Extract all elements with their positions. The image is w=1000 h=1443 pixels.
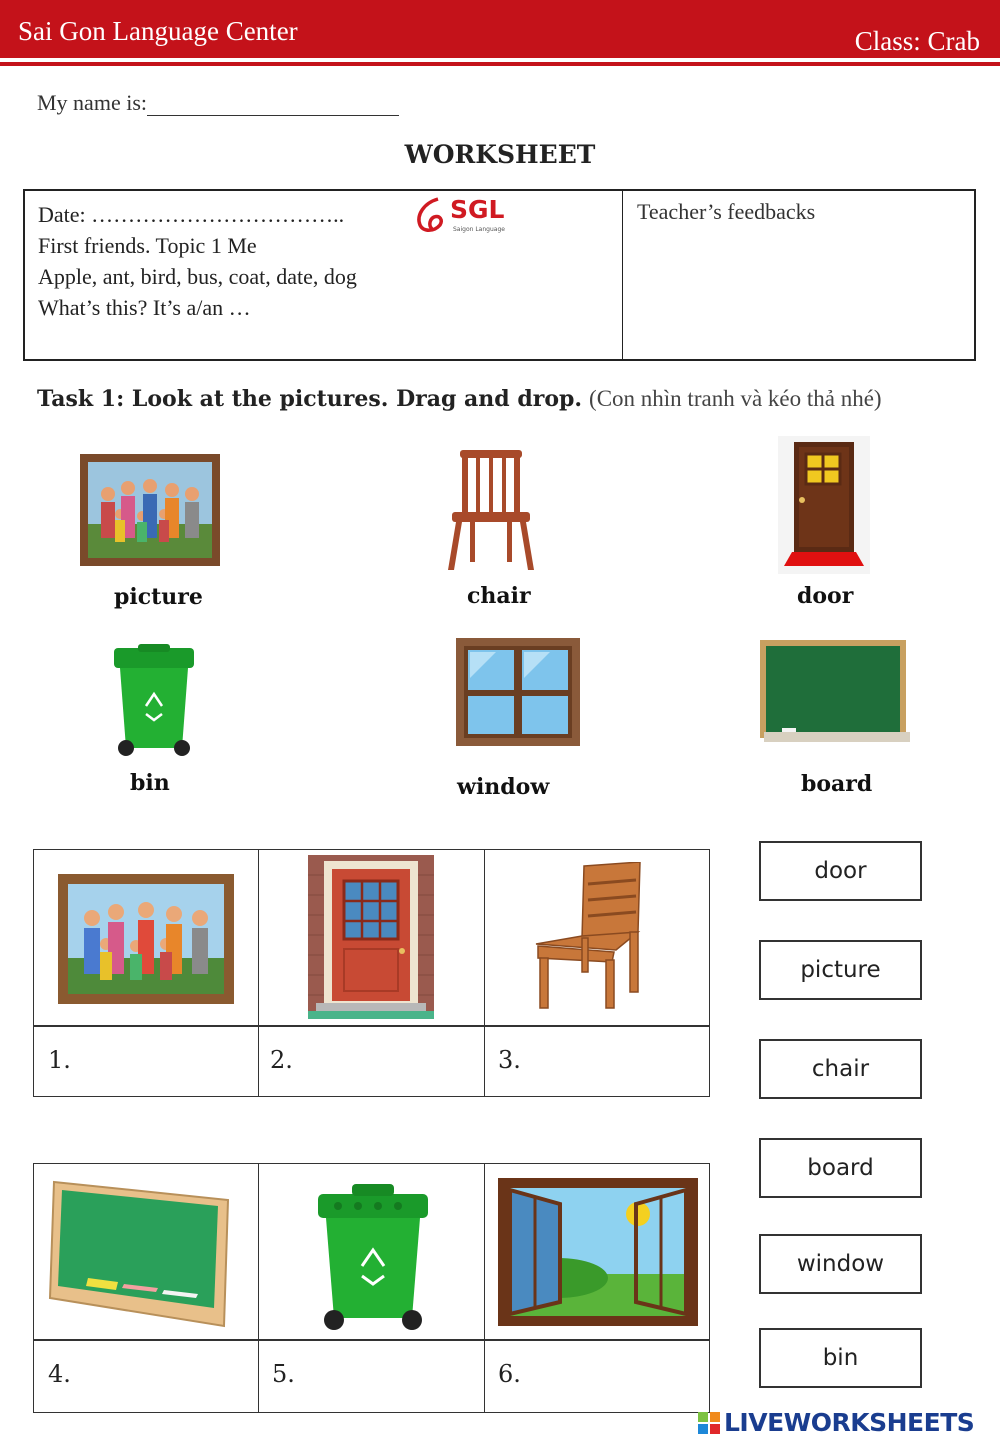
topic-line: First friends. Topic 1 Me	[38, 233, 257, 258]
name-prompt: My name is:	[37, 90, 147, 115]
family-picture-icon	[80, 454, 220, 566]
vocab-label-chair: chair	[467, 583, 531, 609]
liveworksheets-logo-icon	[698, 1412, 720, 1434]
chair-icon	[534, 862, 646, 1010]
lesson-info	[38, 199, 357, 323]
vocab-label-board: board	[801, 771, 873, 797]
board-icon	[760, 640, 910, 746]
task-instruction	[37, 384, 967, 415]
sgl-logo-text: SGL	[450, 195, 505, 224]
choice-chair[interactable]: chair	[759, 1039, 922, 1099]
door-icon	[778, 436, 870, 574]
header-divider	[0, 62, 1000, 66]
task-title: Task 1: Look at the pictures. Drag and drop.	[37, 386, 583, 412]
choice-door[interactable]: door	[759, 841, 922, 901]
choice-bin[interactable]: bin	[759, 1328, 922, 1388]
family-picture-icon	[58, 874, 234, 1004]
window-icon	[456, 638, 580, 746]
name-field	[37, 90, 399, 116]
choice-window[interactable]: window	[759, 1234, 922, 1294]
bin-icon	[112, 644, 196, 758]
question-line: What’s this? It’s a/an …	[38, 295, 251, 320]
worksheet-title: WORKSHEET	[404, 140, 596, 169]
answer-number-6: 6.	[498, 1360, 521, 1388]
open-window-icon	[498, 1178, 698, 1326]
chair-icon	[446, 446, 536, 572]
vocab-label-door: door	[797, 583, 854, 609]
date-line: Date: ……………………………..	[38, 202, 345, 227]
board-icon	[48, 1178, 230, 1328]
name-input-line[interactable]	[147, 94, 399, 116]
words-line: Apple, ant, bird, bus, coat, date, dog	[38, 264, 357, 289]
teacher-feedback: Teacher’s feedbacks	[637, 199, 816, 224]
class-label: Class: Crab	[854, 26, 980, 56]
vocab-label-bin: bin	[130, 770, 170, 796]
task-translation: (Con nhìn tranh và kéo thả nhé)	[589, 386, 882, 411]
choice-board[interactable]: board	[759, 1138, 922, 1198]
liveworksheets-brand	[724, 1408, 974, 1437]
info-divider	[622, 191, 623, 359]
door-icon	[308, 855, 434, 1019]
answer-number-3: 3.	[498, 1046, 521, 1074]
choice-picture[interactable]: picture	[759, 940, 922, 1000]
brand-text: LIVEWORKSHEETS	[724, 1408, 975, 1437]
sgl-logo-subtext: Saigon Language	[453, 226, 505, 233]
answer-number-4: 4.	[48, 1360, 71, 1388]
answer-number-2: 2.	[270, 1046, 293, 1074]
header-bar	[0, 0, 1000, 58]
vocab-label-window: window	[457, 774, 550, 800]
vocab-label-picture: picture	[114, 584, 203, 610]
answer-number-5: 5.	[272, 1360, 295, 1388]
center-name: Sai Gon Language Center	[18, 16, 298, 46]
bin-icon	[316, 1182, 430, 1332]
answer-number-1: 1.	[48, 1046, 71, 1074]
